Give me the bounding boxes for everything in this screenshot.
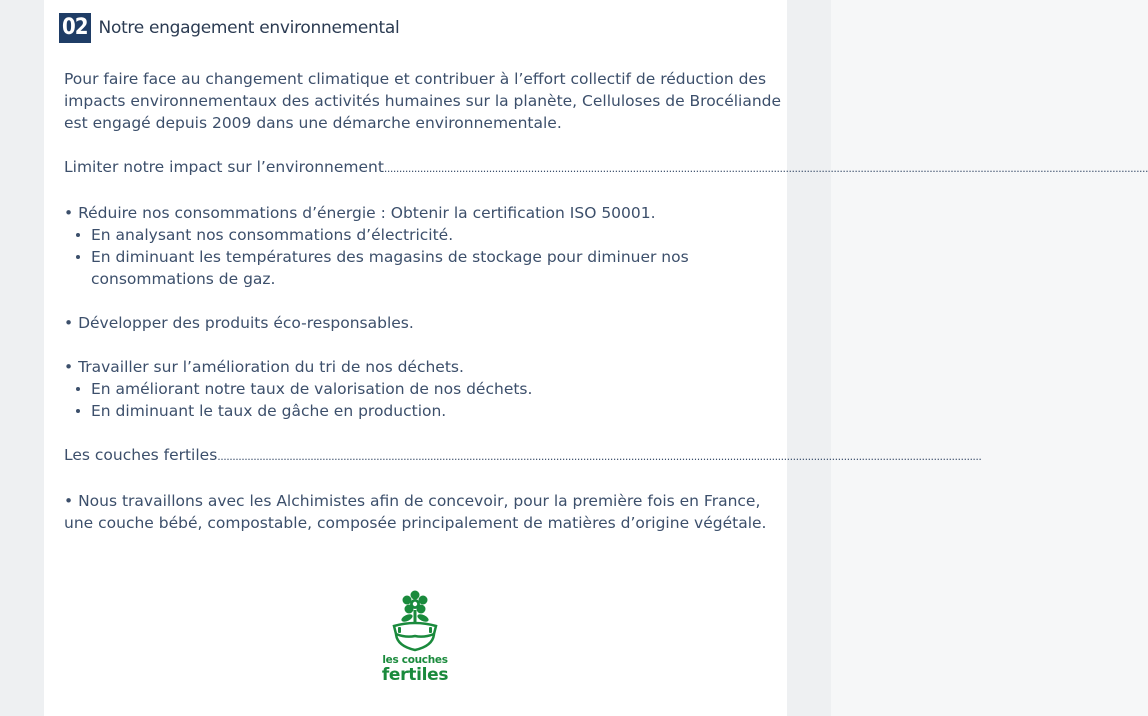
logo-text-line1: les couches [382,654,448,666]
energy-sublist [64,224,784,290]
list-item: En diminuant le taux de gâche en production. [64,400,784,422]
bullet-eco-products: • Développer des produits éco-responsables. [64,314,414,332]
waste-sublist [64,378,784,422]
background-left [0,0,44,716]
les-couches-fertiles-logo [378,590,452,686]
background-right [787,0,831,716]
section1-heading: Limiter notre impact sur l’environnement [64,158,384,176]
section-number-badge: 02 [59,13,91,43]
section1-heading-row [64,156,1148,180]
dot-leader: ............................................................................................................................................................................................................................................................... [383,162,1148,175]
bullet-energy: • Réduire nos consommations d’énergie : Obtenir la certification ISO 50001. [64,204,656,222]
intro-paragraph: Pour faire face au changement climatique et contribuer à l’effort collectif de réduction des impacts environnementaux des activités humaines sur la planète, Celluloses de Brocéliande est engagé depuis 2009 dans une démarche environnementale. [64,70,782,132]
document-content [64,68,1148,534]
dot-leader: ............................................................................................................................................................................................................................................................... [217,450,982,463]
section2-heading: Les couches fertiles [64,446,218,464]
section-title: Notre engagement environnemental [98,18,400,38]
logo-text-line2: fertiles [381,665,449,685]
list-item: En diminuant les températures des magasins de stockage pour diminuer nos consommations de gaz. [64,246,784,290]
section2-heading-row [64,444,982,468]
list-item: En analysant nos consommations d’électricité. [64,224,784,246]
list-item: En améliorant notre taux de valorisation de nos déchets. [64,378,784,400]
bullet-waste: • Travailler sur l’amélioration du tri de nos déchets. [64,358,464,376]
section-header [59,13,399,43]
flower-diaper-icon [378,590,452,654]
bullet-alchimistes: • Nous travaillons avec les Alchimistes afin de concevoir, pour la première fois en France, une couche bébé, compostable, composée principalement de matières d’origine végétale. [64,492,767,532]
